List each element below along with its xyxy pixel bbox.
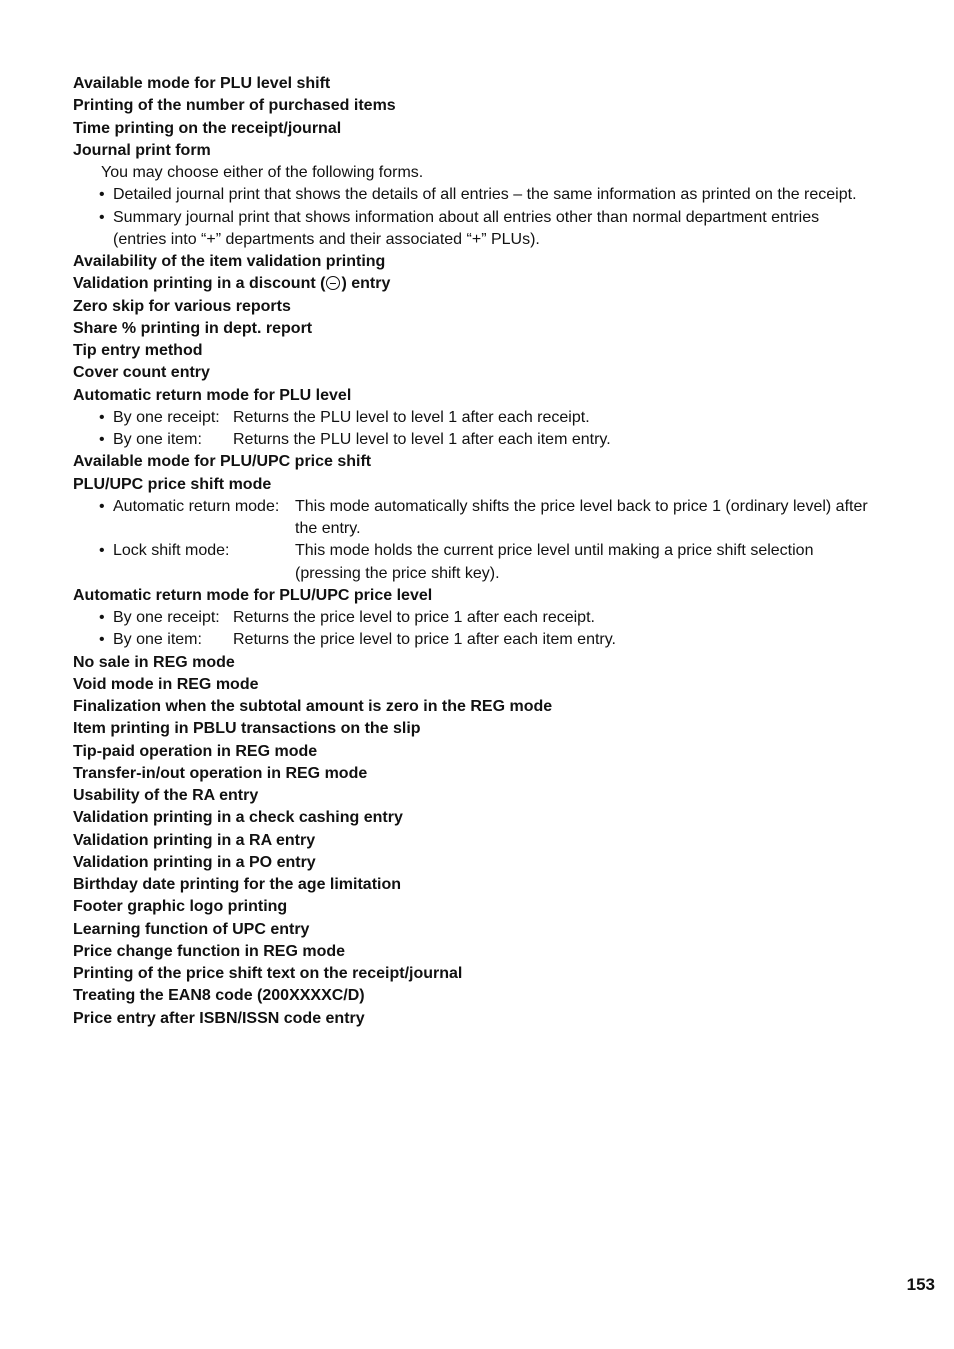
heading-upc-learning: Learning function of UPC entry [73, 920, 310, 938]
price-shift-lock [73, 540, 903, 562]
bullet-text: This mode automatically shifts the price level back to price 1 (ordinary level) after [295, 497, 868, 515]
bullet-dot: • [99, 631, 105, 649]
heading-time-printing: Time printing on the receipt/journal [73, 119, 342, 137]
bullet-label: By one receipt: [113, 609, 220, 626]
bullet-text: This mode holds the current price level until making a price shift selection [295, 542, 814, 560]
heading-price-change: Price change function in REG mode [73, 942, 346, 960]
heading-price-shift-mode: PLU/UPC price shift mode [73, 475, 272, 493]
price-shift-auto-return [73, 496, 903, 518]
bullet-dot: • [99, 431, 105, 448]
heading-price-shift-text: Printing of the price shift text on the receipt/journal [73, 965, 463, 982]
page-content [73, 73, 903, 1030]
bullet-text: Returns the PLU level to level 1 after each item entry. [233, 431, 611, 448]
heading-check-cashing-validation: Validation printing in a check cashing entry [73, 809, 403, 827]
bullet-label: Automatic return mode: [113, 497, 280, 515]
price-return-by-item [73, 629, 903, 651]
heading-birthday-printing: Birthday date printing for the age limitation [73, 876, 402, 893]
heading-text-post: ) entry [341, 275, 391, 293]
bullet-text: Returns the PLU level to level 1 after each receipt. [233, 408, 590, 426]
bullet-label: By one receipt: [113, 408, 220, 426]
heading-journal-print-form: Journal print form [73, 141, 211, 159]
heading-text-pre: Validation printing in a discount ( [73, 275, 326, 293]
price-shift-lock-cont: (pressing the price shift key). [295, 564, 500, 582]
heading-ra-usability: Usability of the RA entry [73, 787, 259, 804]
bullet-text: Returns the price level to price 1 after each item entry. [233, 631, 616, 649]
page-number: 153 [906, 1275, 935, 1294]
heading-tip-entry: Tip entry method [73, 342, 203, 359]
price-shift-auto-return-cont: the entry. [295, 520, 361, 537]
journal-bullet-summary-cont: (entries into “+” departments and their associated “+” PLUs). [113, 230, 540, 248]
heading-plu-level-shift: Available mode for PLU level shift [73, 75, 331, 92]
price-return-by-receipt [73, 607, 903, 629]
bullet-text: Detailed journal print that shows the details of all entries – the same information as printed on the receipt. [113, 186, 857, 204]
heading-auto-return-price: Automatic return mode for PLU/UPC price level [73, 586, 433, 604]
bullet-text: Returns the price level to price 1 after each receipt. [233, 609, 595, 626]
bullet-label: By one item: [113, 431, 202, 448]
bullet-label: Lock shift mode: [113, 542, 230, 560]
heading-po-validation: Validation printing in a PO entry [73, 853, 316, 871]
heading-discount-validation [73, 273, 903, 295]
journal-bullet-detailed [73, 184, 903, 206]
heading-footer-logo: Footer graphic logo printing [73, 898, 288, 916]
heading-share-printing: Share % printing in dept. report [73, 319, 313, 337]
heading-no-sale: No sale in REG mode [73, 653, 235, 671]
heading-zero-skip: Zero skip for various reports [73, 297, 291, 315]
heading-void-mode: Void mode in REG mode [73, 675, 259, 693]
heading-ra-validation: Validation printing in a RA entry [73, 831, 316, 849]
heading-price-shift-available: Available mode for PLU/UPC price shift [73, 453, 372, 471]
bullet-text: Summary journal print that shows information about all entries other than normal department entries [113, 208, 820, 226]
bullet-dot: • [99, 497, 105, 515]
heading-transfer-in-out: Transfer-in/out operation in REG mode [73, 764, 368, 782]
bullet-dot: • [99, 542, 105, 560]
heading-item-validation: Availability of the item validation printing [73, 253, 386, 270]
heading-isbn-price-entry: Price entry after ISBN/ISSN code entry [73, 1009, 365, 1027]
heading-cover-count: Cover count entry [73, 364, 210, 382]
journal-bullet-summary [73, 207, 903, 229]
bullet-dot: • [99, 186, 105, 204]
heading-tip-paid: Tip-paid operation in REG mode [73, 742, 318, 760]
bullet-label: By one item: [113, 631, 202, 649]
journal-intro: You may choose either of the following forms. [101, 164, 424, 181]
heading-purchased-items: Printing of the number of purchased items [73, 97, 396, 115]
heading-ean8: Treating the EAN8 code (200XXXXC/D) [73, 987, 365, 1005]
heading-pblu-slip: Item printing in PBLU transactions on the slip [73, 720, 421, 738]
bullet-dot: • [99, 208, 105, 226]
bullet-dot: • [99, 408, 105, 426]
bullet-dot: • [99, 609, 105, 626]
heading-finalization-zero: Finalization when the subtotal amount is zero in the REG mode [73, 698, 553, 715]
plu-return-by-receipt [73, 407, 903, 429]
minus-circle-icon [326, 276, 340, 290]
heading-auto-return-plu: Automatic return mode for PLU level [73, 386, 352, 404]
plu-return-by-item [73, 429, 903, 451]
